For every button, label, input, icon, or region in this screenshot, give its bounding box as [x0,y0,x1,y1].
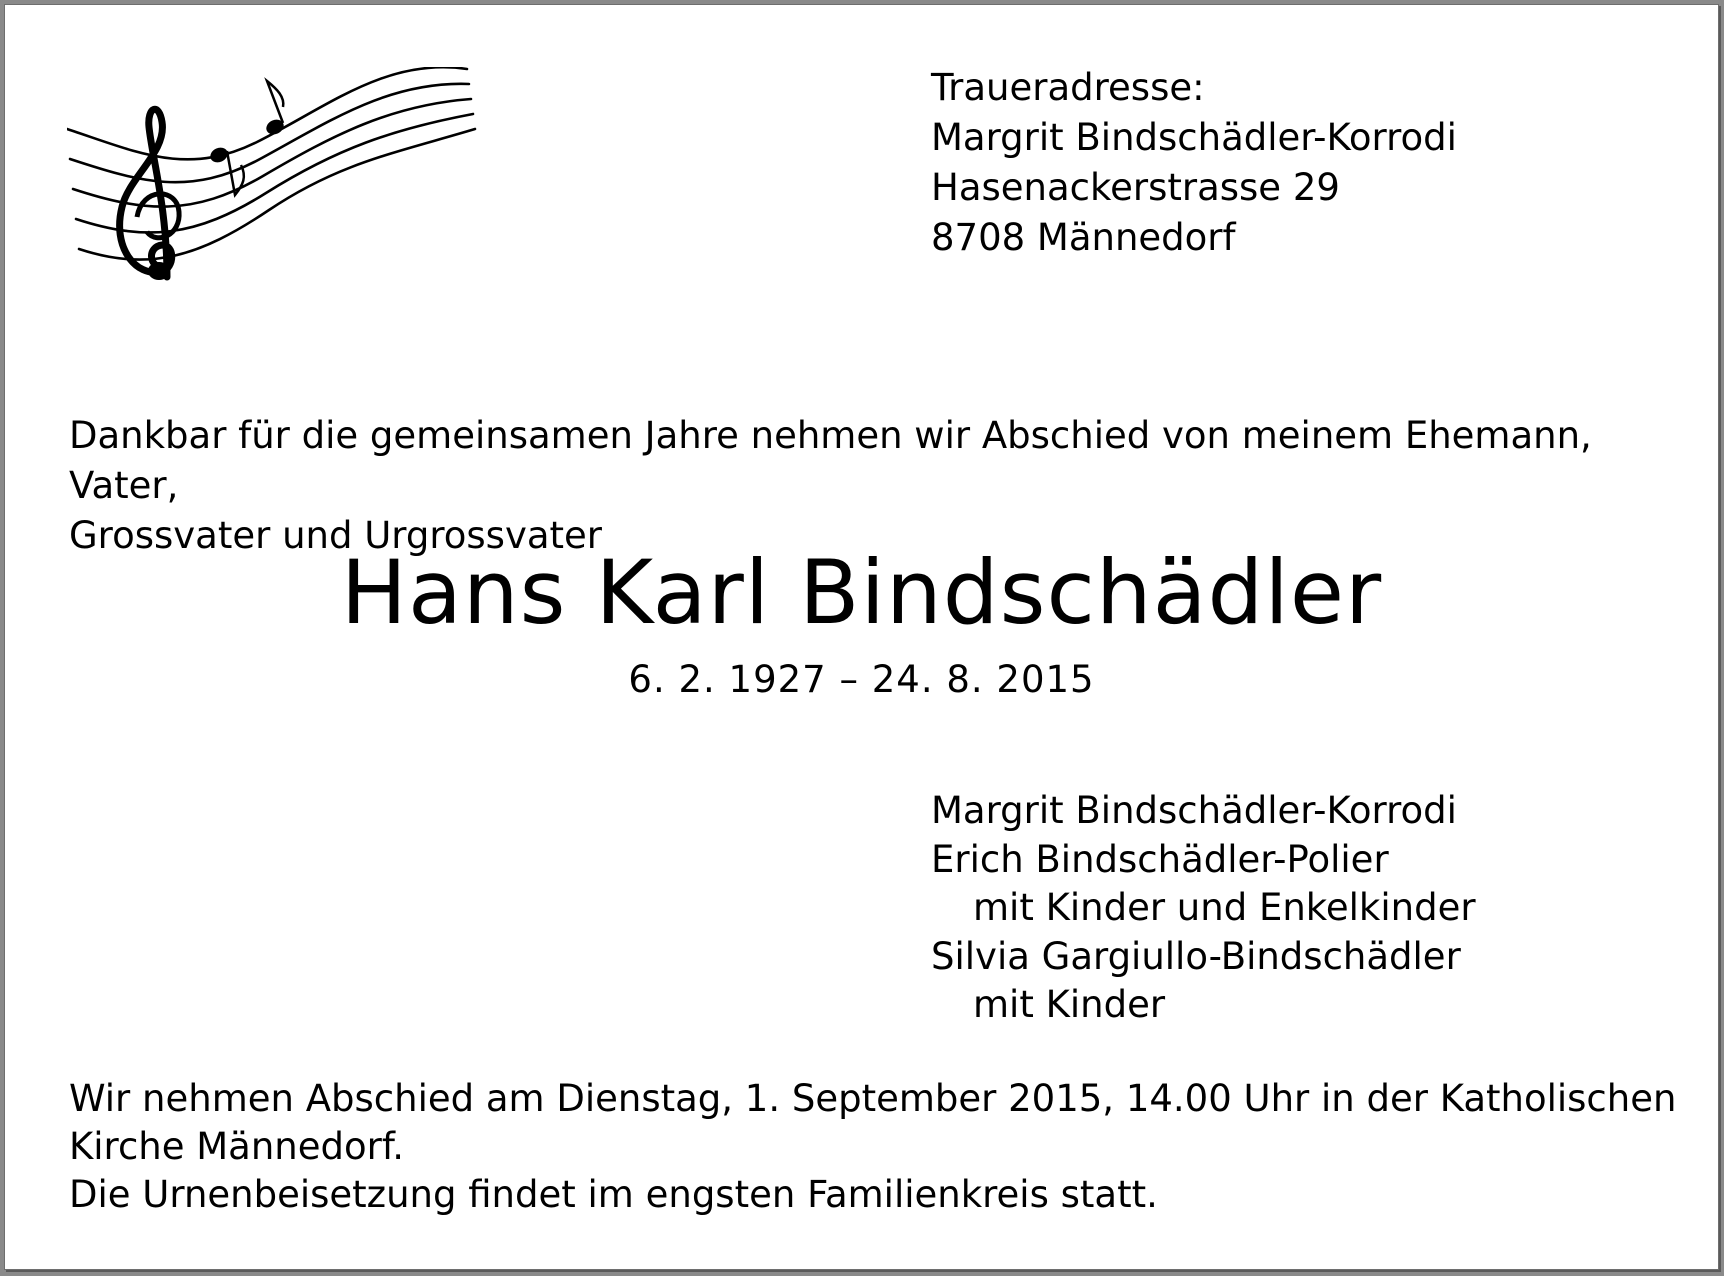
mourner-line: mit Kinder und Enkelkinder [973,886,1476,929]
intro-line: Dankbar für die gemeinsamen Jahre nehmen wir Abschied von meinem Ehemann, Vater, [69,414,1592,507]
mourning-address [931,63,1457,263]
mourners-list [931,787,1476,1030]
mourner-line: Silvia Gargiullo-Bindschädler [931,934,1461,978]
life-dates: 6. 2. 1927 – 24. 8. 2015 [628,658,1095,701]
address-name: Margrit Bindschädler-Korrodi [931,116,1457,159]
deceased-name: Hans Karl Bindschädler [340,541,1383,644]
obituary-notice [4,4,1719,1270]
ceremony-line: Wir nehmen Abschied am Dienstag, 1. September 2015, 14.00 Uhr in der Katholischen [69,1077,1677,1120]
music-staff-treble-clef-icon [67,67,477,317]
address-street: Hasenackerstrasse 29 [931,166,1340,209]
mourner-line: Margrit Bindschädler-Korrodi [931,789,1457,832]
intro-line: Grossvater und Urgrossvater [69,514,602,557]
mourner-line: mit Kinder [973,983,1166,1026]
ceremony-info [69,1075,1689,1219]
address-city: 8708 Männedorf [931,216,1236,259]
mourner-line: Erich Bindschädler-Polier [931,837,1389,881]
ceremony-line: Kirche Männedorf. [69,1125,404,1168]
ceremony-line: Die Urnenbeisetzung findet im engsten Familienkreis statt. [69,1173,1158,1216]
address-heading: Traueradresse: [931,66,1205,109]
